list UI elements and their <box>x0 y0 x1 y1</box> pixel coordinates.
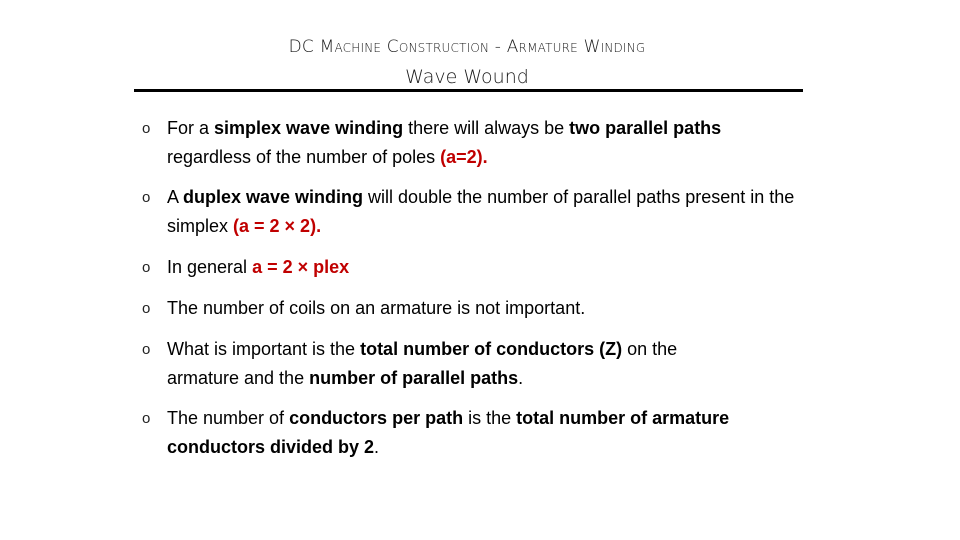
bullet-text <box>167 253 822 282</box>
bullet-text <box>167 114 792 172</box>
bullet-marker: o <box>142 259 151 276</box>
text-run: For a <box>167 118 215 138</box>
bullet-marker: o <box>142 189 151 206</box>
text-run: is the <box>463 408 517 428</box>
bold-text-run: number of parallel paths <box>309 368 519 388</box>
text-run: on the armature and the <box>167 339 678 388</box>
bullet-text <box>167 183 822 241</box>
bullet-marker: o <box>142 341 151 358</box>
bullet-text <box>167 335 742 393</box>
highlight-text-run: (a = 2 × 2). <box>233 216 322 236</box>
bold-text-run: duplex wave winding <box>183 187 364 207</box>
bullet-marker: o <box>142 120 151 137</box>
text-run: What is important is the <box>167 339 361 359</box>
bullet-marker: o <box>142 300 151 317</box>
bullet-item <box>142 183 822 241</box>
bold-text-run: total number of conductors (Z) <box>360 339 623 359</box>
text-run: there will always be <box>403 118 570 138</box>
bullet-item <box>142 253 822 282</box>
bold-text-run: conductors per path <box>289 408 464 428</box>
bullet-item <box>142 114 792 172</box>
bullet-text <box>167 404 822 462</box>
bullet-item <box>142 335 742 393</box>
bullet-item <box>142 294 822 323</box>
bold-text-run: two parallel paths <box>569 118 722 138</box>
bold-text-run: simplex wave winding <box>214 118 404 138</box>
text-run: . <box>518 368 524 388</box>
text-run: . <box>374 437 380 457</box>
text-run: will double the number of parallel paths present in the simplex <box>167 187 795 236</box>
highlight-text-run: (a=2). <box>440 147 488 167</box>
text-run: A <box>167 187 184 207</box>
bullet-marker: o <box>142 410 151 427</box>
text-run: In general <box>167 257 253 277</box>
text-run: The number of coils on an armature is not important. <box>167 298 586 318</box>
text-run: The number of <box>167 408 290 428</box>
highlight-text-run: a = 2 × plex <box>252 257 350 277</box>
title-line-1: DC Machine Construction - Armature Winding <box>288 37 646 57</box>
title-line-2: Wave Wound <box>405 66 529 88</box>
text-run: regardless of the number of poles <box>167 147 441 167</box>
bold-text-run: total number of armature conductors divided by 2 <box>167 408 730 457</box>
bullet-text <box>167 294 822 323</box>
bullet-item <box>142 404 822 462</box>
